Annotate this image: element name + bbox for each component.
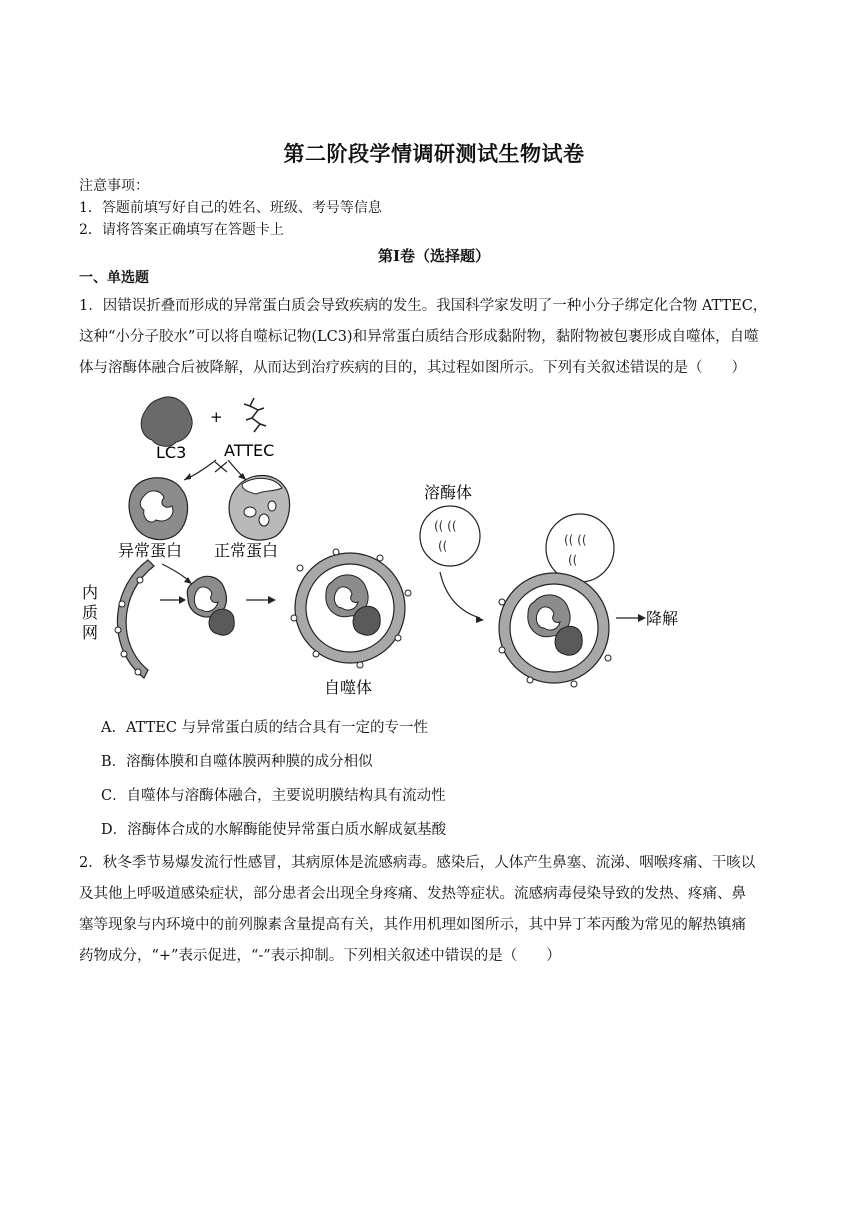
question-2-text bbox=[79, 848, 791, 972]
svg-text:((: (( bbox=[568, 553, 578, 567]
autophagy-diagram bbox=[78, 388, 718, 706]
er-label-3: 网 bbox=[82, 623, 99, 642]
notice-heading: 注意事项： bbox=[79, 178, 149, 194]
svg-text:(( ((: (( (( bbox=[564, 533, 587, 547]
lysosome-fusing bbox=[546, 514, 614, 582]
question-2-line-3: 塞等现象与内环境中的前列腺素含量提高有关，其作用机理如图所示，其中异丁苯丙酸为常见的解热镇痛 bbox=[79, 917, 746, 933]
option-d: D．溶酶体合成的水解酶能使异常蛋白质水解成氨基酸 bbox=[101, 822, 447, 838]
blocked-mark bbox=[215, 462, 227, 472]
notice-item-1: 1．答题前填写好自己的姓名、班级、考号等信息 bbox=[79, 200, 382, 216]
question-1-line-1: 1．因错误折叠而形成的异常蛋白质会导致疾病的发生。我国科学家发明了一种小分子绑定化合物 ATTEC， bbox=[79, 298, 768, 314]
attec-molecule bbox=[244, 398, 266, 432]
section-title: 第Ⅰ卷（选择题） bbox=[377, 247, 491, 265]
option-a: A．ATTEC 与异常蛋白质的结合具有一定的专一性 bbox=[101, 720, 429, 736]
option-c: C．自噬体与溶酶体融合，主要说明膜结构具有流动性 bbox=[101, 788, 446, 804]
question-2-line-1: 2．秋冬季节易爆发流行性感冒，其病原体是流感病毒。感染后，人体产生鼻塞、流涕、咽喉疼痛、干咳以 bbox=[79, 855, 756, 871]
normal-label: 正常蛋白 bbox=[214, 541, 279, 560]
subsection-title: 一、单选题 bbox=[79, 270, 149, 286]
er-label-2: 质 bbox=[82, 603, 99, 622]
lc3-label: LC3 bbox=[156, 443, 187, 462]
question-1-line-2: 这种“小分子胶水”可以将自噬标记物(LC3)和异常蛋白质结合形成黏附物，黏附物被包裹形成自噬体，自噬 bbox=[79, 329, 759, 345]
question-2-line-4: 药物成分，“+”表示促进，“-”表示抑制。下列相关叙述中错误的是（ ） bbox=[79, 948, 561, 964]
svg-text:((: (( bbox=[438, 539, 448, 553]
endoplasmic-reticulum bbox=[117, 560, 154, 678]
attec-label: ATTEC bbox=[224, 441, 275, 460]
svg-text:(( ((: (( (( bbox=[434, 519, 457, 533]
autophagosome-label: 自噬体 bbox=[324, 678, 373, 697]
question-2-line-2: 及其他上呼吸道感染症状，部分患者会出现全身疼痛、发热等症状。流感病毒侵染导致的发热、疼痛、鼻 bbox=[79, 886, 746, 902]
plus-sign: + bbox=[210, 408, 223, 426]
question-1-text bbox=[79, 291, 791, 384]
abnormal-label: 异常蛋白 bbox=[118, 541, 183, 560]
exam-title: 第二阶段学情调研测试生物试卷 bbox=[283, 141, 585, 166]
lysosome-label: 溶酶体 bbox=[424, 483, 473, 502]
degrade-label: 降解 bbox=[646, 609, 679, 628]
er-label-1: 内 bbox=[82, 583, 99, 602]
lc3-blob bbox=[141, 397, 192, 446]
lysosome bbox=[420, 506, 480, 566]
notice-item-2: 2．请将答案正确填写在答题卡上 bbox=[79, 222, 284, 238]
question-1-line-3: 体与溶酶体融合后被降解，从而达到治疗疾病的目的，其过程如图所示。下列有关叙述错误的是（ ） bbox=[79, 360, 746, 376]
option-b: B．溶酶体膜和自噬体膜两种膜的成分相似 bbox=[101, 754, 373, 770]
